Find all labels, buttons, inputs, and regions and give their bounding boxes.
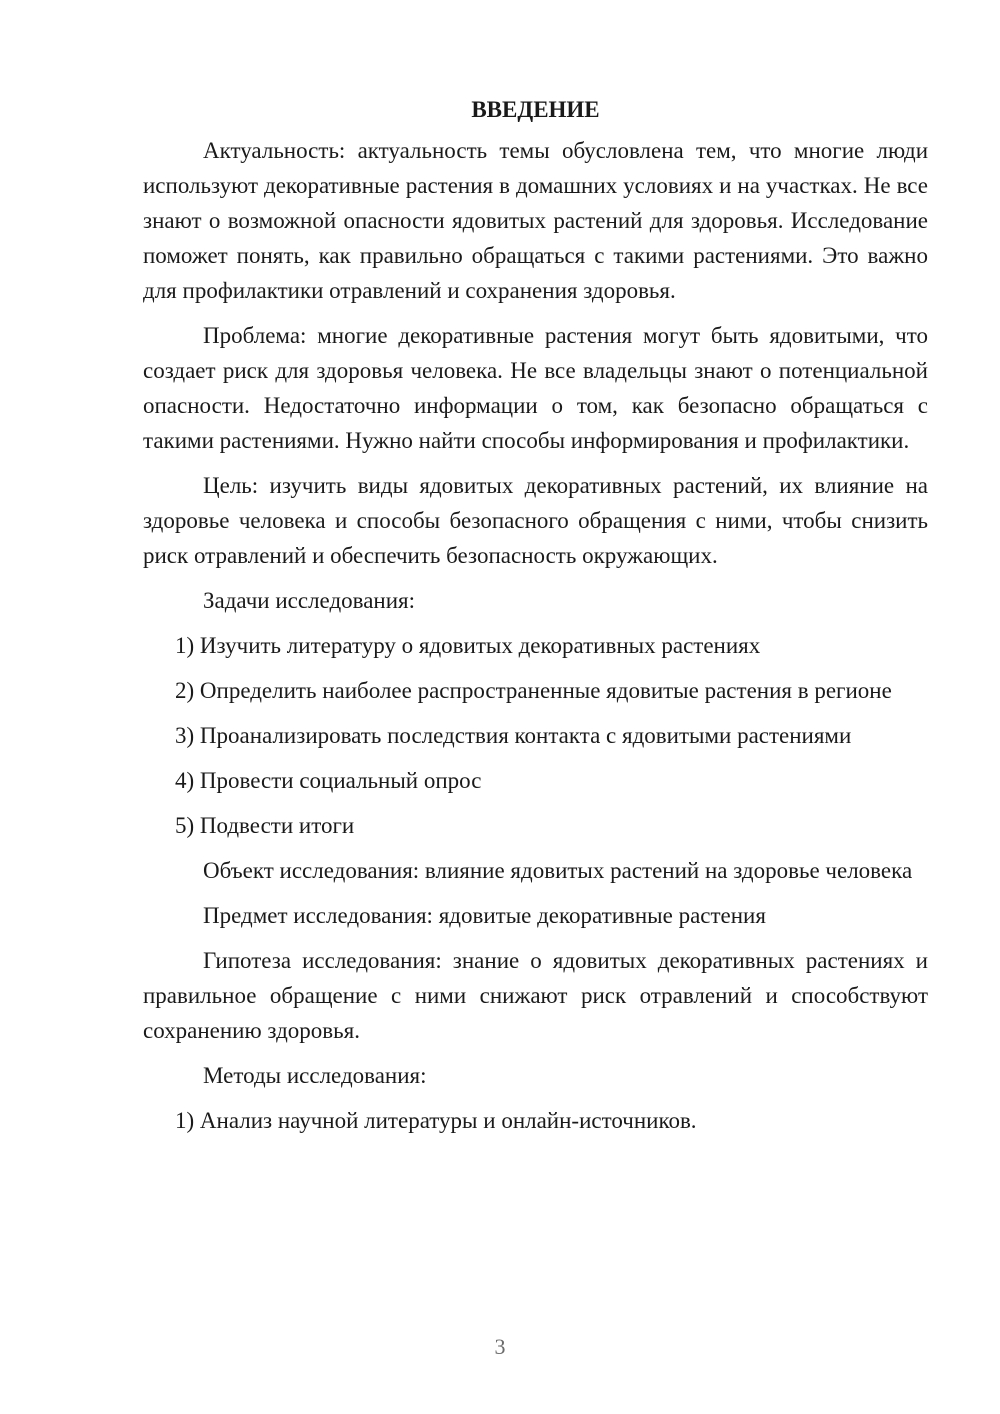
document-title: ВВЕДЕНИЕ xyxy=(471,97,600,122)
paragraph-relevance: Актуальность: актуальность темы обусловлена тем, что многие люди используют декоративные растения в домашних условиях и на участках. Не все знают о возможной опасности ядовитых растений для здоровья. Исследование поможет понять, как правильно обращаться с такими растениями. Это важно для профилактики отравлений и сохранения здоровья. xyxy=(143,138,928,303)
page-number: 3 xyxy=(494,1334,506,1359)
task-item: 2) Определить наиболее распространенные ядовитые растения в регионе xyxy=(175,678,892,703)
tasks-heading: Задачи исследования: xyxy=(203,588,416,613)
paragraph-problem: Проблема: многие декоративные растения могут быть ядовитыми, что создает риск для здоровья человека. Не все владельцы знают о потенциальной опасности. Недостаточно информации о том, как безопасно обращаться с такими растениями. Нужно найти способы информирования и профилактики. xyxy=(143,323,928,453)
task-item: 3) Проанализировать последствия контакта с ядовитыми растениями xyxy=(175,723,852,748)
document-page xyxy=(143,92,928,1148)
task-item: 1) Изучить литературу о ядовитых декоративных растениях xyxy=(175,633,761,658)
paragraph-hypothesis: Гипотеза исследования: знание о ядовитых декоративных растениях и правильное обращение с ними снижают риск отравлений и способствуют сохранению здоровья. xyxy=(143,948,928,1043)
paragraph-subject: Предмет исследования: ядовитые декоративные растения xyxy=(203,903,766,928)
paragraph-goal: Цель: изучить виды ядовитых декоративных растений, их влияние на здоровье человека и способы безопасного обращения с ними, чтобы снизить риск отравлений и обеспечить безопасность окружающих. xyxy=(143,473,928,568)
task-item: 5) Подвести итоги xyxy=(175,813,355,838)
methods-heading: Методы исследования: xyxy=(203,1063,427,1088)
task-item: 4) Провести социальный опрос xyxy=(175,768,482,793)
paragraph-object: Объект исследования: влияние ядовитых растений на здоровье человека xyxy=(203,858,913,883)
method-item: 1) Анализ научной литературы и онлайн-источников. xyxy=(175,1108,697,1133)
